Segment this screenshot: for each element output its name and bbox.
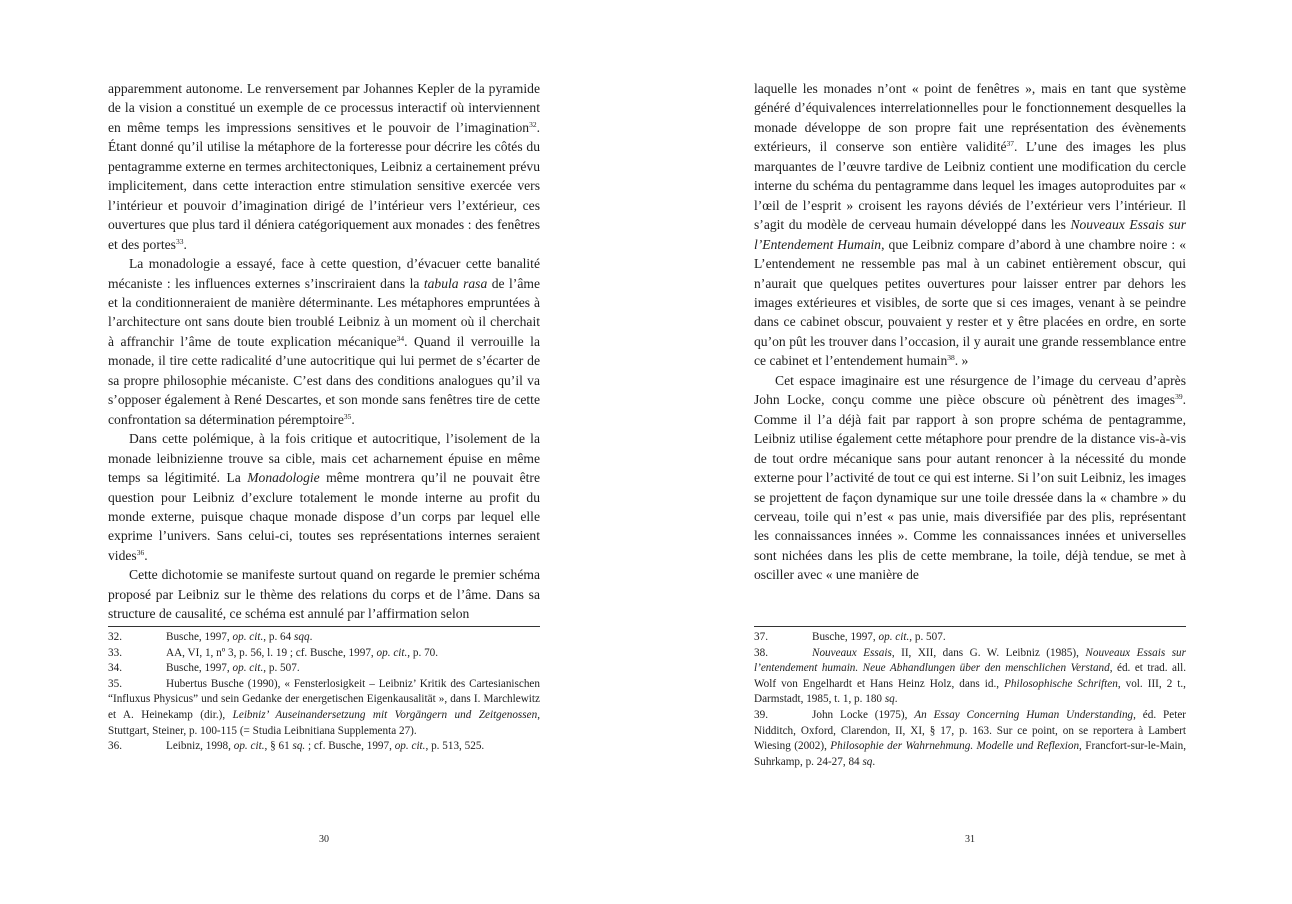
paragraph: apparemment autonome. Le renversement par Johannes Kepler de la pyramide de la vision a constitué un exemple de ce processus interactif où interviennent en même temps les impressions sensitives et le pouvoir de l’imagination$^{32}$. Étant donné qu’il utilise la métaphore de la forteresse pour décrire les côtés du pentagramme externe en termes architectoniques, Leibniz a certainement prévu implicitement, dans cette interaction entre stimulation sensitive exercée vers l’intérieur et pouvoir d’imagination dirigé de l’intérieur vers l’extérieur, ces ouvertures que plus tard il déniera catégoriquement aux monades : des fenêtres et des portes$^{33}$. <box>108 81 540 252</box>
page-number: 30 <box>319 834 329 845</box>
footnote-ref[interactable]: 34 <box>396 333 405 343</box>
paragraph: Cet espace imaginaire est une résurgence de l’image du cerveau d’après John Locke, conçu comme une pièce obscure où pénètrent des images$^{39}$. Comme il l’a déjà fait par rapport à son propre schéma de pentagramme, Leibniz utilise également cette métaphore pour prendre de la distance vis-à-vis de tout ordre mécanique sans pour autant renoncer à la nécessité du monde externe pour l’activité de tout ce qui est interne. Si l’on suit Leibniz, les images se projettent de façon dynamique sur une toile dressée dans la « chambre » du cerveau, toile qui n’est « pas unie, mais diversifiée par des plis, représentant les connaissances innées ». Comme les connaissances innées et universelles sont nichées dans les plis de cette membrane, la toile, déjà tendue, se met à osciller avec « une manière de <box>754 372 1186 583</box>
footnote-divider <box>754 626 1186 627</box>
footnote-ref[interactable]: 38 <box>947 353 955 363</box>
paragraph: La monadologie a essayé, face à cette question, d’évacuer cette banalité mécaniste : les influences externes s’inscriraient dans la tabula rasa de l’âme et la conditionneraient de manière déterminante. Les métaphores empruntées à l’architecture ont sans doute bien troublé Leibniz à un moment où il cherchait à affranchir l’âme de toute explication mécanique$^{34}$. Quand il verrouille la monade, il tire cette radicalité d’une autocritique qui lui permet de s’écarter de sa propre philosophie mécaniste. C’est dans des conditions analogues qu’il va s’opposer également à René Descartes, et son monde sans fenêtres tire de cette confrontation sa détermination péremptoire$^{35}$. <box>108 256 540 427</box>
right-body-text <box>754 79 1186 626</box>
footnote: 33. AA, VI, 1, nº 3, p. 56, l. 19 ; cf. Busche, 1997, op. cit., p. 70. <box>108 646 439 659</box>
footnote: 38. Nouveaux Essais, II, XII, dans G. W. Leibniz (1985), Nouveaux Essais sur l’entendement humain. Neue Abhandlungen über den menschlichen Verstand, éd. et trad. all. Wolf von Engelhardt et Hans Heinz Holz, dans id., Philosophische Schriften, vol. III, 2 t., Darmstadt, 1985, t. 1, p. 180 sq. <box>754 646 1186 706</box>
footnote-ref[interactable]: 36 <box>136 547 145 557</box>
footnote: 32. Busche, 1997, op. cit., p. 64 sqq. <box>108 631 313 643</box>
footnote: 36. Leibniz, 1998, op. cit., § 61 sq. ; cf. Busche, 1997, op. cit., p. 513, 525. <box>108 740 485 753</box>
left-body-text <box>108 79 540 626</box>
footnote-ref[interactable]: 32 <box>529 119 537 129</box>
footnote-ref[interactable]: 39 <box>1175 392 1183 402</box>
paragraph: Dans cette polémique, à la fois critique et autocritique, l’isolement de la monade leibnizienne trouve sa cible, mais cet acharnement épuise en même temps sa légitimité. La Monadologie même montrera qu’il ne pouvait être question pour Leibniz d’exclure totalement le monde interne au profit du monde externe, puisque chaque monade dispose d’un corps par lequel elle exprime l’univers. Sans celui-ci, toutes ses représentations internes seraient vides$^{36}$. <box>108 431 540 563</box>
footnote: 35. Hubertus Busche (1990), « Fensterlosigkeit – Leibniz’ Kritik des Cartesianischen “Influxus Physicus” und sein Gedanke der energetischen Eigenkausalität », dans I. Marchlewitz et A. Heinekamp (dir.), Leibniz’ Auseinandersetzung mit Vorgängern und Zeitgenossen, Stuttgart, Steiner, p. 100-115 (= Studia Leibnitiana Supplementa 27). <box>108 677 540 737</box>
right-page <box>754 79 1186 770</box>
paragraph: Cette dichotomie se manifeste surtout quand on regarde le premier schéma proposé par Leibniz sur le thème des relations du corps et de l’âme. Dans sa structure de causalité, ce schéma est annulé par l’affirmation selon <box>108 567 540 622</box>
footnote-ref[interactable]: 35 <box>343 411 352 421</box>
footnotes <box>108 630 540 755</box>
footnote-ref[interactable]: 33 <box>175 236 184 246</box>
page-number: 31 <box>965 834 975 845</box>
footnote-ref[interactable]: 37 <box>1006 139 1014 149</box>
paragraph: laquelle les monades n’ont « point de fenêtres », mais en tant que système généré d’équivalences interrelationnelles pour le fonctionnement desquelles la monade développe de son propre fait une représentation des évènements extérieurs, il conserve son entière validité$^{37}$. L’une des images les plus marquantes de l’œuvre tardive de Leibniz contient une modification du cercle interne du schéma du pentagramme dans lequel les images autoproduites par « l’œil de l’esprit » croisent les rayons déviés de l’extérieur vers l’intérieur. Il s’agit du modèle de cerveau humain développé dans les Nouveaux Essais sur l’Entendement Humain, que Leibniz compare d’abord à une chambre noire : « L’entendement ne ressemble pas mal à un cabinet entièrement obscur, qui n’aurait que quelques petites ouvertures pour laisser entrer par dehors les images extérieures et visibles, de sorte que si ces images, venant à se peindre dans ce cabinet obscur, pouvaient y rester et y être placées en ordre, en sorte qu’on pût les trouver dans l’occasion, il y aurait une grande ressemblance entre ce cabinet et l’entendement humain$^{38}$. » <box>754 81 1187 369</box>
footnote: 39. John Locke (1975), An Essay Concerning Human Understanding, éd. Peter Nidditch, Oxford, Clarendon, II, XI, § 17, p. 163. Sur ce point, on se reportera à Lambert Wiesing (2002), Philosophie der Wahrnehmung. Modelle und Reflexion, Francfort-sur-le-Main, Suhrkamp, p. 24-27, 84 sq. <box>754 708 1187 768</box>
footnote: 37. Busche, 1997, op. cit., p. 507. <box>754 631 946 643</box>
footnote: 34. Busche, 1997, op. cit., p. 507. <box>108 662 300 675</box>
footnote-divider <box>108 626 540 627</box>
footnotes <box>754 630 1186 770</box>
left-page <box>108 79 540 755</box>
